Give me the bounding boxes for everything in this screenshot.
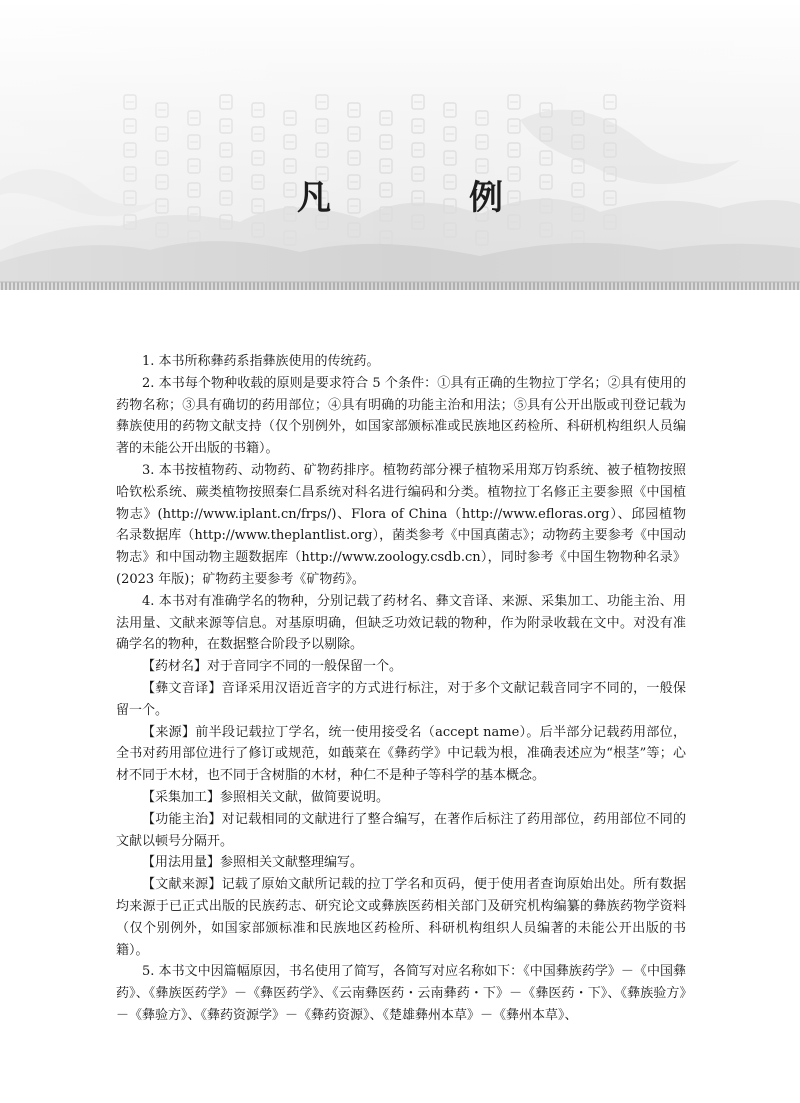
paragraph: 5. 本书文中因篇幅原因，书名使用了简写，各简写对应名称如下：《中国彝族药学》－《中国彝药》、《彝族医药学》－《彝医药学》、《云南彝医药・云南彝药・下》－《彝医药・下》、《彝族验方》－《彝验方》、《彝药资源学》－《彝药资源》、《楚雄彝州本草》－《彝州本草》、: [116, 964, 686, 1023]
paragraph: 【采集加工】参照相关文献，做简要说明。: [142, 789, 390, 805]
paragraph: 4. 本书对有准确学名的物种，分别记载了药材名、彝文音译、来源、采集加工、功能主治、用法用量、文献来源等信息。对基原明确，但缺乏功效记载的物种，作为附录收载在文中。对没有准确学名的物种，在数据整合阶段予以剔除。: [116, 593, 686, 653]
paragraph: 3. 本书按植物药、动物药、矿物药排序。植物药部分裸子植物采用郑万钧系统、被子植物按照哈钦松系统、蕨类植物按照秦仁昌系统对科名进行编码和分类。植物拉丁名修正主要参照《中国植物志》(http://www.iplant.cn/frps/)、Flora of China（http://www.efloras.org）、邱园植物名录数据库（http://www.theplantlist.org），菌类参考《中国真菌志》；动物药主要参考《中国动物志》和中国动物主题数据库（http://www.zoology.csdb.cn），同时参考《中国生物物种名录》(2023 年版)；矿物药主要参考《矿物药》。: [116, 462, 686, 587]
document-body: [116, 351, 686, 1027]
paragraph: 【文献来源】记载了原始文献所记载的拉丁学名和页码，便于使用者查询原始出处。所有数据均来源于已正式出版的民族药志、研究论文或彝族医药相关部门及研究机构编纂的彝族药物学资料（仅个别例外，如国家部颁标准和民族地区药检所、科研机构组织人员编著的未能公开出版的书籍）。: [116, 877, 686, 958]
paragraph: 【彝文音译】音译采用汉语近音字的方式进行标注，对于多个文献记载音同字不同的，一般保留一个。: [116, 680, 686, 718]
header-banner: [0, 0, 800, 290]
paragraph: 1. 本书所称彝药系指彝族使用的传统药。: [142, 354, 380, 369]
paragraph: 2. 本书每个物种收载的原则是要求符合 5 个条件：①具有正确的生物拉丁学名；②具有使用的药物名称；③具有确切的药用部位；④具有明确的功能主治和用法；⑤具有公开出版或刊登记载为彝族使用的药物文献支持（仅个别例外，如国家部颁标准或民族地区药检所、科研机构组织人员编著的未能公开出版的书籍）。: [116, 375, 686, 457]
paragraph: 【功能主治】对记载相同的文献进行了整合编写，在著作后标注了药用部位，药用部位不同的文献以顿号分隔开。: [116, 811, 686, 849]
banner-artwork: [0, 0, 800, 290]
paragraph: 【来源】前半段记载拉丁学名，统一使用接受名（accept name）。后半部分记载药用部位，全书对药用部位进行了修订或规范，如蕺菜在《彝药学》中记载为根，准确表述应为“根茎”等；心材不同于木材，也不同于含树脂的木材，种仁不是种子等科学的基本概念。: [116, 724, 686, 784]
banner-fade: [0, 0, 800, 290]
paragraph: 【用法用量】参照相关文献整理编写。: [142, 855, 364, 871]
page-title: 凡 例: [297, 178, 555, 218]
paragraph: 【药材名】对于音同字不同的一般保留一个。: [142, 659, 403, 675]
